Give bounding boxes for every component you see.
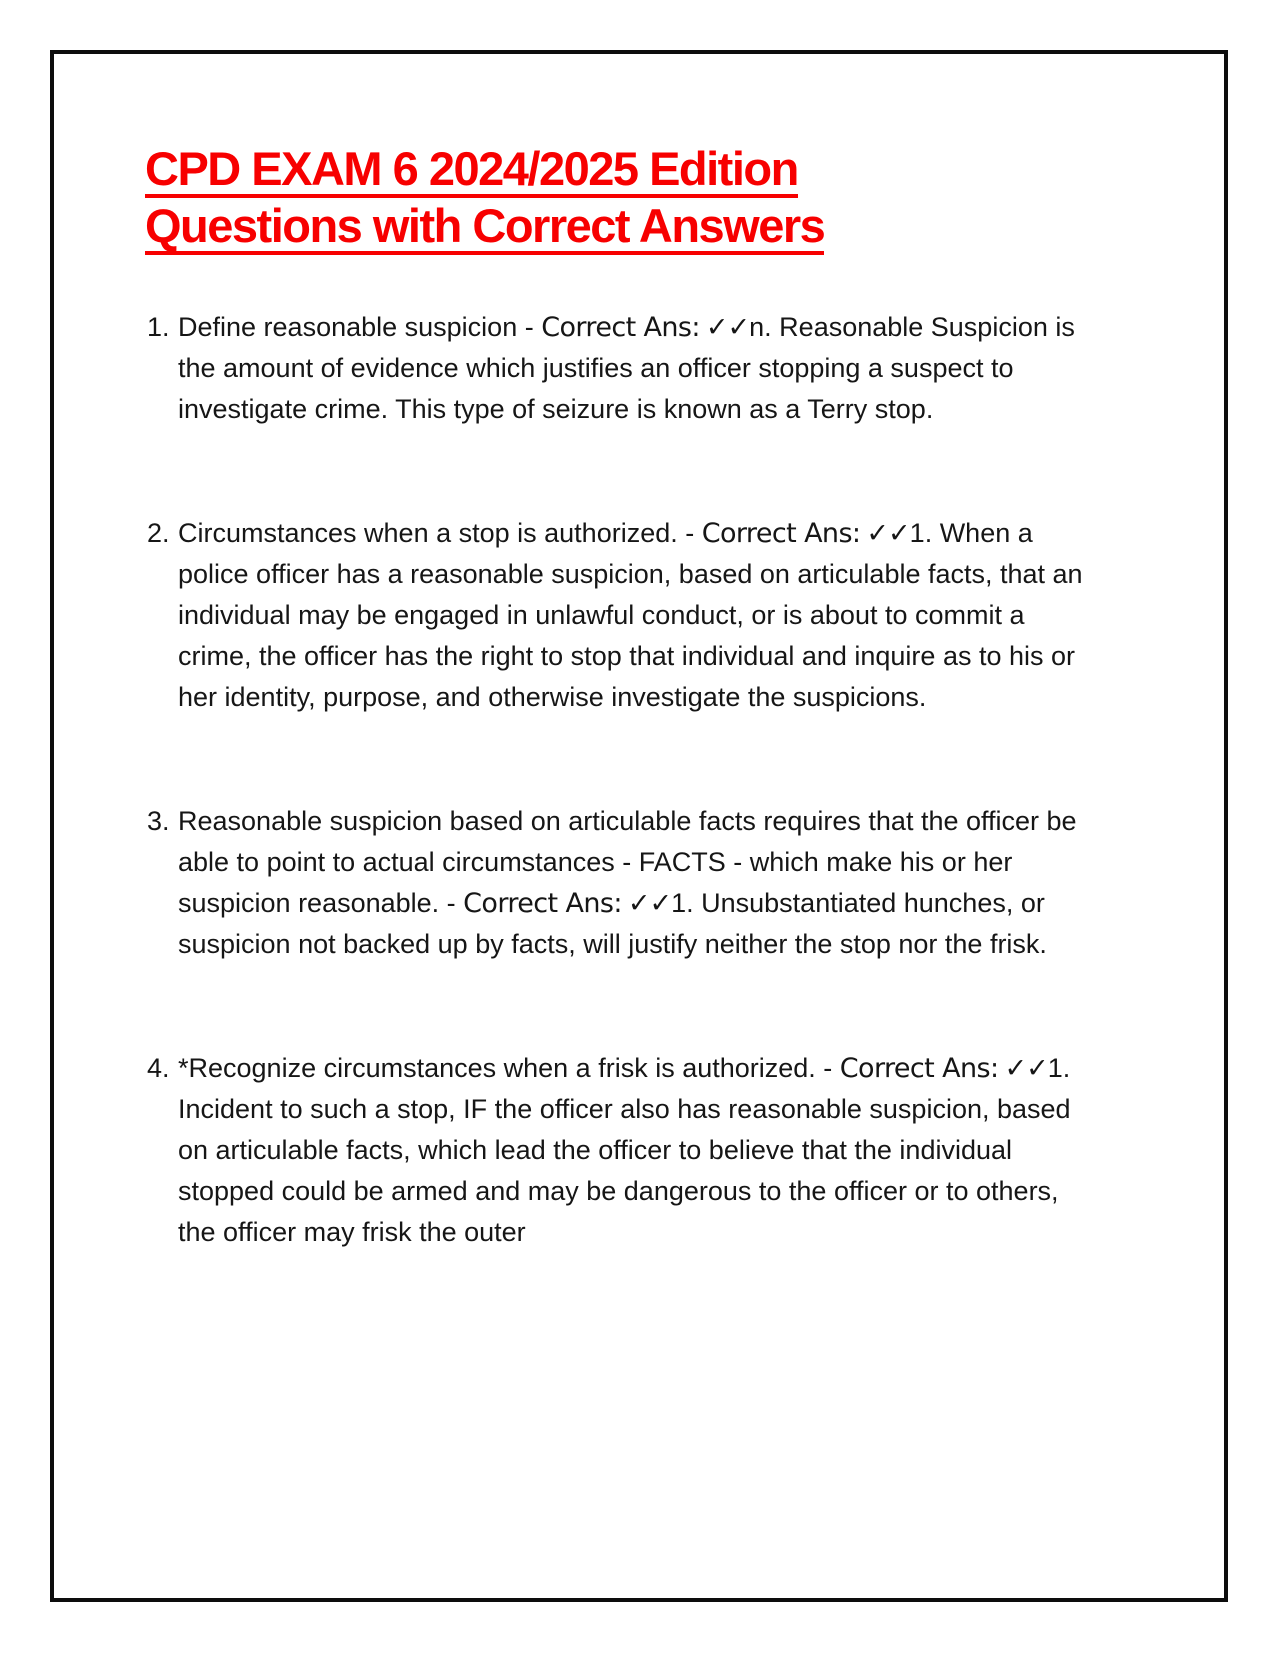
question-item-3 bbox=[147, 801, 1090, 965]
correct-ans-label: Correct Ans: bbox=[463, 888, 622, 919]
question-prompt: *Recognize circumstances when a frisk is authorized. - bbox=[178, 1053, 840, 1083]
question-text bbox=[178, 307, 1090, 430]
question-list bbox=[147, 307, 1090, 1253]
answer-text: 1. When a police officer has a reasonable suspicion, based on articulable facts, that an individual may be engaged in unlawful conduct, or is about to commit a crime, the officer has the right to stop that individual and inquire as to his or her identity, purpose, and otherwise investigate the suspicions. bbox=[178, 518, 1083, 712]
question-number: 3. bbox=[147, 806, 170, 836]
question-item-4 bbox=[147, 1048, 1090, 1253]
title-line-2: Questions with Correct Answers bbox=[145, 201, 824, 255]
question-text bbox=[178, 1048, 1090, 1253]
question-item-1 bbox=[147, 307, 1090, 430]
page-border-frame bbox=[50, 50, 1228, 1602]
question-prompt: Define reasonable suspicion - bbox=[178, 312, 542, 342]
question-number: 1. bbox=[147, 312, 170, 342]
document-title bbox=[145, 144, 1224, 255]
question-number: 4. bbox=[147, 1053, 170, 1083]
title-line-1: CPD EXAM 6 2024/2025 Edition bbox=[145, 144, 798, 198]
checkmarks: ✓✓ bbox=[627, 888, 672, 919]
correct-ans-label: Correct Ans: bbox=[541, 312, 700, 343]
question-text bbox=[178, 513, 1090, 718]
question-number: 2. bbox=[147, 518, 170, 548]
question-prompt: Reasonable suspicion based on articulable facts requires that the officer be able to point to actual circumstances - FACTS - which make his or her suspicion reasonable. - bbox=[178, 806, 1077, 918]
question-prompt: Circumstances when a stop is authorized. - bbox=[178, 518, 702, 548]
answer-text: n. Reasonable Suspicion is the amount of evidence which justifies an officer stopping a suspect to investigate crime. This type of seizure is known as a Terry stop. bbox=[178, 312, 1075, 424]
correct-ans-label: Correct Ans: bbox=[839, 1053, 999, 1084]
correct-ans-label: Correct Ans: bbox=[701, 518, 861, 549]
answer-text: 1. Incident to such a stop, IF the officer also has reasonable suspicion, based on articulable facts, which lead the officer to believe that the individual stopped could be armed and may be dangerous to the officer or to others, the officer may frisk the outer bbox=[178, 1053, 1071, 1247]
checkmarks: ✓✓ bbox=[705, 312, 750, 343]
question-item-2 bbox=[147, 513, 1090, 718]
answer-text: 1. Unsubstantiated hunches, or suspicion not backed up by facts, will justify neither the stop nor the frisk. bbox=[178, 888, 1047, 959]
checkmarks: ✓✓ bbox=[1004, 1053, 1048, 1084]
question-text bbox=[178, 801, 1090, 965]
checkmarks: ✓✓ bbox=[866, 518, 910, 549]
